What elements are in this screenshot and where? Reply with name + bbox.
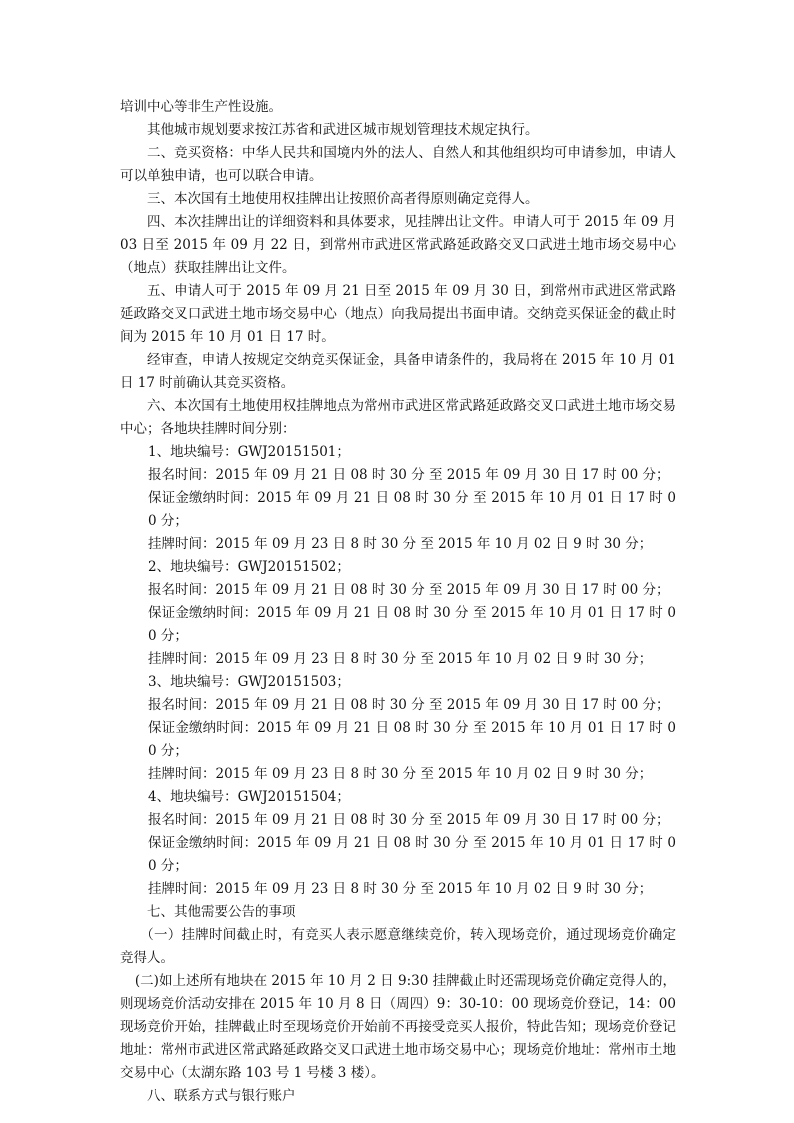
paragraph-continuation: 培训中心等非生产性设施。 (120, 99, 282, 115)
parcel-block (148, 671, 676, 786)
section-7-item-2: (二)如上述所有地块在 2015 年 10 月 2 日 9:30 挂牌截止时还需现场竞价确定竞得人的，则现场竞价活动安排在 2015 年 10 月 8 日（周四）9：30-10：00 现场竞价登记，14：00 现场竞价开始，挂牌截止时至现场竞价开始前不再接受竞买人报价，特此告知；现场竞价登记地址：常州市武进区常武路延政路交叉口武进土地市场交易中心；现场竞价地址：常州市土地交易中心（太湖东路 103 号 1 号楼 3 楼）。 (120, 973, 676, 1081)
paragraph-planning-rules: 其他城市规划要求按江苏省和武进区城市规划管理技术规定执行。 (147, 122, 539, 138)
parcel-block (148, 441, 676, 556)
parcel-deposit-time: 保证金缴纳时间：2015 年 09 月 21 日 08 时 30 分 至 2015 年 10 月 01 日 17 时 00 分； (148, 720, 676, 759)
parcel-block (148, 556, 676, 671)
parcel-listing-time: 挂牌时间：2015 年 09 月 23 日 8 时 30 分 至 2015 年 10 月 02 日 9 时 30 分； (148, 536, 653, 552)
parcel-listing-time: 挂牌时间：2015 年 09 月 23 日 8 时 30 分 至 2015 年 10 月 02 日 9 时 30 分； (148, 766, 653, 782)
parcel-deposit-time: 保证金缴纳时间：2015 年 09 月 21 日 08 时 30 分 至 2015 年 10 月 01 日 17 时 00 分； (148, 605, 676, 644)
document-body (120, 96, 676, 1108)
parcel-code: 4、地块编号：GWJ20151504； (148, 789, 350, 805)
parcel-code: 1、地块编号：GWJ20151501； (148, 444, 350, 460)
parcel-list (120, 441, 676, 901)
paragraph-review: 经审查，申请人按规定交纳竞买保证金，具备申请条件的，我局将在 2015 年 10 月 01 日 17 时前确认其竞买资格。 (120, 352, 676, 391)
parcel-listing-time: 挂牌时间：2015 年 09 月 23 日 8 时 30 分 至 2015 年 10 月 02 日 9 时 30 分； (148, 651, 653, 667)
paragraph-application: 五、申请人可于 2015 年 09 月 21 日至 2015 年 09 月 30 日，到常州市武进区常武路延政路交叉口武进土地市场交易中心（地点）向我局提出书面申请。交纳竞买保证金的截止时间为 2015 年 10 月 01 日 17 时。 (120, 283, 676, 345)
parcel-signup-time: 报名时间：2015 年 09 月 21 日 08 时 30 分 至 2015 年 09 月 30 日 17 时 00 分； (148, 582, 670, 598)
parcel-signup-time: 报名时间：2015 年 09 月 21 日 08 时 30 分 至 2015 年 09 月 30 日 17 时 00 分； (148, 697, 670, 713)
paragraph-eligibility: 二、竞买资格：中华人民共和国境内外的法人、自然人和其他组织均可申请参加，申请人可以单独申请，也可以联合申请。 (120, 145, 676, 184)
paragraph-listing-location: 六、本次国有土地使用权挂牌地点为常州市武进区常武路延政路交叉口武进土地市场交易中心；各地块挂牌时间分别： (120, 398, 676, 437)
parcel-signup-time: 报名时间：2015 年 09 月 21 日 08 时 30 分 至 2015 年 09 月 30 日 17 时 00 分； (148, 812, 670, 828)
section-7-heading: 七、其他需要公告的事项 (147, 904, 296, 920)
parcel-deposit-time: 保证金缴纳时间：2015 年 09 月 21 日 08 时 30 分 至 2015 年 10 月 01 日 17 时 00 分； (148, 835, 676, 874)
parcel-block (148, 786, 676, 901)
section-8-heading: 八、联系方式与银行账户 (147, 1088, 296, 1104)
parcel-code: 2、地块编号：GWJ20151502； (148, 559, 350, 575)
section-7-item-1: （一）挂牌时间截止时，有竞买人表示愿意继续竞价，转入现场竞价，通过现场竞价确定竞得人。 (120, 927, 676, 966)
paragraph-award-principle: 三、本次国有土地使用权挂牌出让按照价高者得原则确定竞得人。 (147, 191, 539, 207)
parcel-deposit-time: 保证金缴纳时间：2015 年 09 月 21 日 08 时 30 分 至 2015 年 10 月 01 日 17 时 00 分； (148, 490, 676, 529)
parcel-listing-time: 挂牌时间：2015 年 09 月 23 日 8 时 30 分 至 2015 年 10 月 02 日 9 时 30 分； (148, 881, 653, 897)
parcel-code: 3、地块编号：GWJ20151503； (148, 674, 350, 690)
parcel-signup-time: 报名时间：2015 年 09 月 21 日 08 时 30 分 至 2015 年 09 月 30 日 17 时 00 分； (148, 467, 670, 483)
paragraph-documents: 四、本次挂牌出让的详细资料和具体要求，见挂牌出让文件。申请人可于 2015 年 09 月 03 日至 2015 年 09 月 22 日，到常州市武进区常武路延政路交叉口武进土地市场交易中心（地点）获取挂牌出让文件。 (120, 214, 676, 276)
